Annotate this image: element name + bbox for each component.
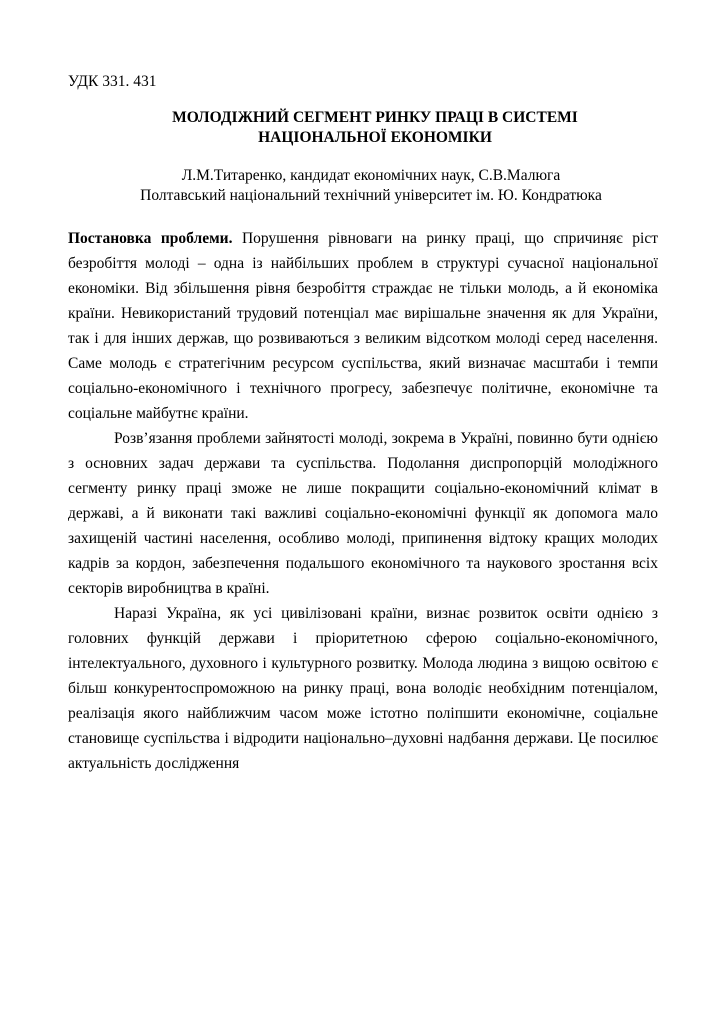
- paragraph-3: Наразі Україна, як усі цивілізовані країни, визнає розвиток освіти однією з головних функцій держави і пріоритетною сферою соціально-економічного, інтелектуального, духовного і культурного розвитку. Молода людина з вищою освітою є більш конкурентоспроможною на ринку праці, вона володіє необхідним потенціалом, реалізація якого найближчим часом може істотно поліпшити економічне, соціальне становище суспільства і відродити національно–духовні надбання держави. Це посилює актуальність дослідження: [68, 605, 658, 772]
- author-names: Л.М.Титаренко, кандидат економічних наук, С.В.Малюга: [181, 167, 561, 184]
- paragraph-2: Розв’язання проблеми зайнятості молоді, зокрема в Україні, повинно бути однією з основних задач держави та суспільства. Подолання диспропорцій молодіжного сегменту ринку праці зможе не лише покращити соціально-економічний клімат в державі, а й виконати такі важливі соціально-економічні функції як допомога мало захищеній частині населення, особливо молоді, припинення відтоку кращих молодих кадрів за кордон, забезпечення подальшого економічного та наукового зростання всіх секторів виробництва в країні.: [68, 430, 658, 597]
- paragraph-1-text: Порушення рівноваги на ринку праці, що спричиняє ріст безробіття молоді – одна із найбільших проблем в структурі сучасної національної економіки. Від збільшення рівня безробіття страждає не тільки молодь, а й економіка країни. Невикористаний трудовий потенціал має вирішальне значення як для України, так і для інших держав, що розвиваються з великим відсотком молоді серед населення. Саме молодь є стратегічним ресурсом суспільства, який визначає масштаби і темпи соціально-економічного і технічного прогресу, забезпечує політичне, економічне та соціальне майбутнє країни.: [68, 230, 658, 422]
- article-title: [68, 108, 658, 148]
- author-block: [68, 166, 658, 206]
- title-line-2: НАЦІОНАЛЬНОЇ ЕКОНОМІКИ: [258, 129, 492, 146]
- author-affiliation: Полтавський національний технічний університет ім. Ю. Кондратюка: [140, 187, 602, 204]
- section-heading: Постановка проблеми.: [68, 230, 233, 247]
- paragraph-1: [68, 226, 658, 426]
- udk-code: УДК 331. 431: [68, 73, 157, 90]
- article-body: [68, 226, 658, 776]
- title-line-1: МОЛОДІЖНИЙ СЕГМЕНТ РИНКУ ПРАЦІ В СИСТЕМІ: [172, 109, 578, 126]
- document-page: [68, 72, 658, 776]
